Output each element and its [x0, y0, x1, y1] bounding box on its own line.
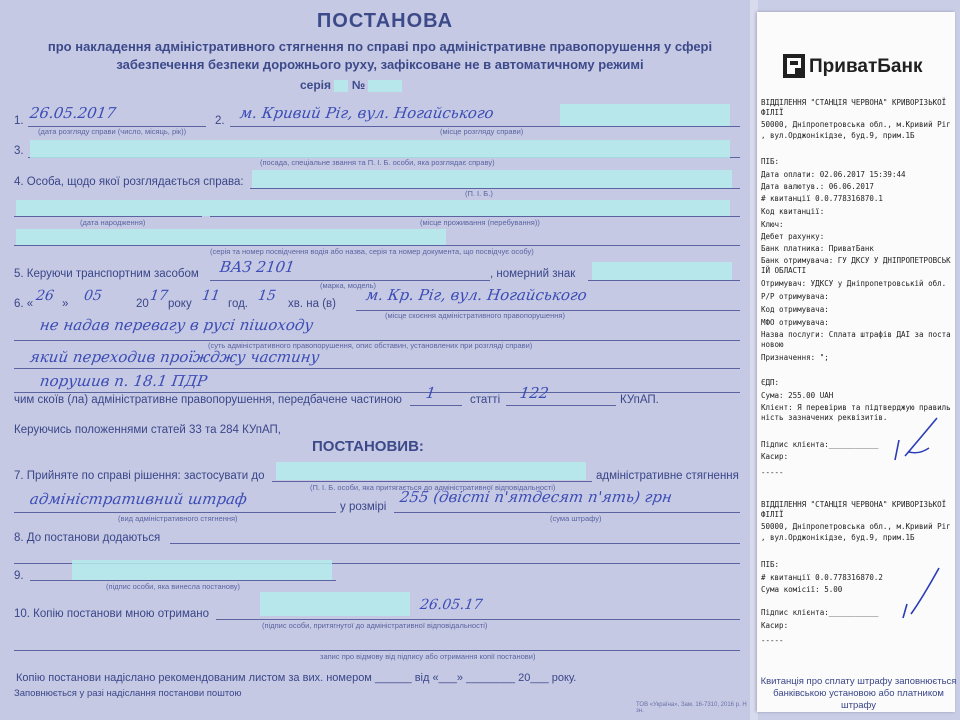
form-subtitle	[10, 38, 750, 74]
pib: ПІБ:	[761, 157, 780, 166]
penalty-amount: 255 (двісті п'ятдесят п'ять) грн	[398, 488, 674, 506]
series-number	[300, 78, 402, 92]
hour-label: год.	[228, 298, 248, 310]
redaction	[592, 262, 732, 280]
receipt-code: Код квитанції:	[761, 207, 825, 216]
field-3-num: 3.	[14, 145, 24, 157]
offense-place: м. Кр. Ріг, вул. Ногайського	[364, 286, 588, 304]
minute-label: хв. на (в)	[288, 298, 336, 310]
edrpou: ЄДП:	[761, 378, 780, 387]
printer-info: ТОВ «Україна», Зам. 16-7310, 2016 р. Н зн.	[636, 702, 747, 714]
offense-hour: 11	[200, 288, 221, 304]
review-date-caption: (дата розгляду справи (число, місяць, рік))	[38, 127, 187, 136]
redaction	[252, 170, 732, 188]
article-label: статті	[470, 394, 501, 406]
series-label: серія	[300, 78, 332, 92]
valuta-date: Дата валютув.: 06.06.2017	[761, 182, 874, 191]
field-2-num: 2.	[215, 115, 225, 127]
offense-essence-line1: не надав перевагу в русі пішоходу	[38, 316, 315, 334]
offense-year: 17	[148, 288, 169, 304]
offense-minute: 15	[256, 288, 277, 304]
pay-date: Дата оплати: 02.06.2017 15:39:44	[761, 170, 906, 179]
offender-name-caption: (П. І. Б.)	[465, 189, 493, 198]
payer-bank: Банк платника: ПриватБанк	[761, 244, 874, 253]
receipt-note: Квитанція про сплату штрафу заповнюється банківською установою або платником штрафу	[760, 676, 957, 711]
receipt-number-b: # квитанції 0.0.778316870.2	[761, 573, 883, 582]
field-9-num: 9.	[14, 570, 24, 582]
offense-essence-line2: який переходив проїжджу частину	[28, 348, 321, 366]
amount-label: у розмірі	[340, 501, 387, 513]
subtitle-line-2: забезпечення безпеки дорожнього руху, зафіксоване не в автоматичному режимі	[116, 57, 644, 72]
offense-place-caption: (місце скоєння адміністративного правопорушення)	[385, 311, 565, 320]
article-number: 122	[518, 384, 550, 402]
year-label: року	[168, 298, 192, 310]
offense-day: 26	[34, 288, 55, 304]
plate-label: , номерний знак	[490, 268, 576, 280]
address-1: 50000, Дніпропетровська обл., м.Кривий Ріг	[761, 120, 951, 129]
recipient-code: Код отримувача:	[761, 305, 829, 314]
vehicle-model: ВАЗ 2101	[218, 258, 296, 276]
client-note-1: Клієнт: Я перевірив та підтверджую правиль	[761, 403, 951, 412]
review-place-caption: (місце розгляду справи)	[440, 127, 524, 136]
receipt-number: # квитанції 0.0.778316870.1	[761, 194, 883, 203]
branch-b: ВІДДІЛЕННЯ "СТАНЦІЯ ЧЕРВОНА" КРИВОРІЗЬКОЇ	[761, 500, 947, 509]
branch: ВІДДІЛЕННЯ "СТАНЦІЯ ЧЕРВОНА" КРИВОРІЗЬКОЇ	[761, 98, 947, 107]
number-sign: №	[351, 78, 366, 92]
redaction	[560, 104, 730, 126]
cashier-b: Касир:	[761, 621, 789, 630]
birth-caption: (дата народження)	[80, 218, 146, 227]
client-signature-b: Підпис клієнта:___________	[761, 608, 879, 617]
penalty-caption: (вид адміністративного стягнення)	[118, 514, 238, 523]
docs-caption: (серія та номер посвідчення водія або назва, серія та номер документа, що посвідчує особу)	[210, 247, 534, 256]
year-prefix: 20	[136, 298, 149, 310]
legal-basis: Керуючись положеннями статей 33 та 284 КУпАП,	[14, 424, 281, 436]
address-b-1: 50000, Дніпропетровська обл., м.Кривий Ріг	[761, 522, 951, 531]
client-note-2: ність зазначених реквізитів.	[761, 413, 888, 422]
address-2: , вул.Орджонікідзе, буд.9, прим.1Б	[761, 131, 915, 140]
officer-caption: (посада, спеціальне звання та П. І. Б. особи, яка розглядає справу)	[260, 158, 495, 167]
privatbank-logo-icon	[783, 54, 805, 78]
branch-b-2: ФІЛІЇ	[761, 510, 784, 519]
review-date: 26.05.2017	[28, 104, 118, 122]
residence-caption: (місце проживання (перебування))	[420, 218, 540, 227]
refusal-caption: запис про відмову від підпису або отримання копії постанови)	[320, 652, 536, 661]
review-place: м. Кривий Ріг, вул. Ногайського	[238, 104, 495, 122]
service-2: новою	[761, 340, 784, 349]
field-10-caption: (підпис особи, притягнутої до адміністративної відповідальності)	[262, 621, 488, 630]
redaction	[16, 229, 446, 245]
recipient-bank-2: ІЙ ОБЛАСТІ	[761, 266, 807, 275]
client-signature-icon	[887, 412, 947, 472]
dashes-1: -----	[761, 468, 784, 477]
purpose: Призначення: ";	[761, 353, 829, 362]
field-10-label: 10. Копію постанови мною отримано	[14, 608, 210, 620]
form-title: ПОСТАНОВА	[316, 10, 454, 32]
field-7-caption: (П. І. Б. особи, яка притягається до адміністративної відповідальності)	[310, 483, 556, 492]
mail-text: Копію постанови надіслано рекомендованим листом за вих. номером ______ від «___» ________ 20___ року.	[16, 672, 577, 684]
article-code: КУпАП.	[620, 394, 659, 406]
bank-receipt	[757, 12, 955, 712]
second-signature-icon	[897, 564, 947, 624]
penalty-type: адміністративний штраф	[28, 490, 249, 508]
bank-name: ПриватБанк	[809, 56, 923, 77]
field-9-caption: (підпис особи, яка винесла постанову)	[106, 582, 241, 591]
field-5-label: 5. Керуючи транспортним засобом	[14, 268, 199, 280]
article-text: чим скоїв (ла) адміністративне правопорушення, передбачене частиною	[14, 394, 402, 406]
sum: Сума: 255.00 UAH	[761, 391, 834, 400]
debit: Дебет рахунку:	[761, 232, 825, 241]
vehicle-caption: (марка, модель)	[320, 281, 377, 290]
offense-essence-line3: порушив п. 18.1 ПДР	[38, 372, 209, 390]
client-signature: Підпис клієнта:___________	[761, 440, 879, 449]
recipient: Отримувач: УДКСУ у Дніпропетровській обл.	[761, 279, 947, 288]
redaction	[276, 462, 586, 480]
recipient-bank: Банк отримувача: ГУ ДКСУ У ДНІПРОПЕТРОВСЬК	[761, 256, 951, 265]
field-7-end: адміністративне стягнення	[596, 470, 739, 482]
branch-2: ФІЛІЇ	[761, 108, 784, 117]
offense-month: 05	[82, 288, 103, 304]
redaction	[260, 592, 410, 616]
key: Ключ:	[761, 220, 784, 229]
redaction	[72, 560, 332, 580]
recipient-account: Р/Р отримувача:	[761, 292, 829, 301]
quote-close: »	[62, 298, 69, 310]
field-6-prefix: 6. «	[14, 298, 34, 310]
cashier: Касир:	[761, 452, 789, 461]
redaction	[30, 140, 730, 158]
amount-caption: (сума штрафу)	[550, 514, 602, 523]
address-b-2: , вул.Орджонікідзе, буд.9, прим.1Б	[761, 533, 915, 542]
series-redaction	[334, 80, 348, 92]
essence-caption: (суть адміністративного правопорушення, опис обставин, установлених при розгляді справи)	[208, 341, 533, 350]
dashes-2: -----	[761, 636, 784, 645]
mail-note: Заповнюється у разі надіслання постанови поштою	[14, 688, 242, 699]
article-part: 1	[424, 384, 437, 402]
decided-heading: ПОСТАНОВИВ:	[312, 438, 424, 455]
number-redaction	[368, 80, 402, 92]
service: Назва послуги: Сплата штрафів ДАІ за поста	[761, 330, 951, 339]
field-8-label: 8. До постанови додаються	[14, 532, 161, 544]
pib-b: ПІБ:	[761, 560, 780, 569]
recipient-mfo: МФО отримувача:	[761, 318, 829, 327]
redaction	[16, 200, 730, 216]
subtitle-line-1: про накладення адміністративного стягнення по справі про адміністративне правопорушення у сфері	[47, 39, 713, 54]
received-date: 26.05.17	[418, 597, 484, 613]
field-4-label: 4. Особа, щодо якої розглядається справа:	[14, 176, 244, 188]
field-1-num: 1.	[14, 115, 24, 127]
commission: Сума комісії: 5.00	[761, 585, 843, 594]
field-7-label: 7. Прийняте по справі рішення: застосувати до	[14, 470, 265, 482]
